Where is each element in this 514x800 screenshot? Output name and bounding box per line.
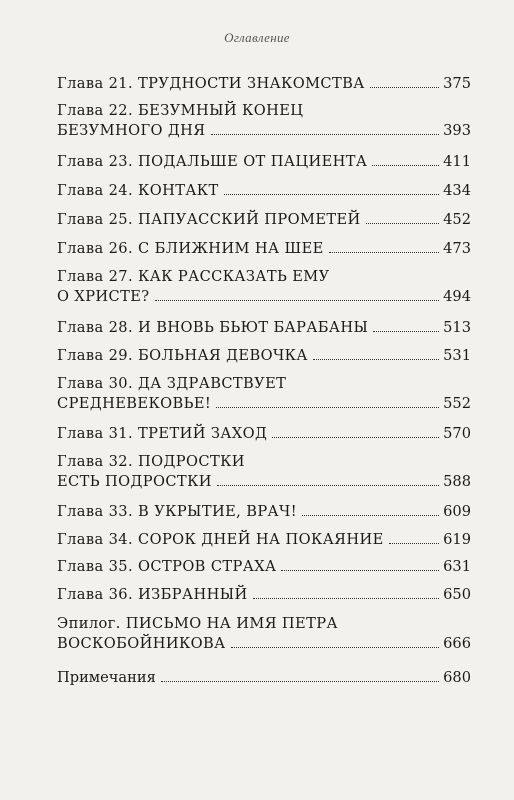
toc-entry bbox=[57, 181, 471, 201]
leader-dots bbox=[370, 87, 439, 88]
leader-dots bbox=[217, 485, 439, 486]
entry-title: Примечания bbox=[57, 669, 156, 686]
page-number: 680 bbox=[443, 669, 471, 686]
page-number: 473 bbox=[443, 240, 471, 257]
leader-dots bbox=[373, 331, 439, 332]
page-number: 570 bbox=[443, 425, 471, 442]
entry-title: Глава 33. В УКРЫТИЕ, ВРАЧ! bbox=[57, 503, 297, 520]
page-number: 666 bbox=[443, 635, 471, 652]
page-number: 552 bbox=[443, 395, 471, 412]
toc-entry bbox=[57, 210, 471, 230]
leader-dots bbox=[161, 681, 439, 682]
leader-dots bbox=[224, 194, 440, 195]
toc-entry bbox=[57, 346, 471, 366]
toc-entry bbox=[57, 452, 471, 492]
page-number: 494 bbox=[443, 288, 471, 305]
entry-title: Глава 22. БЕЗУМНЫЙ КОНЕЦ bbox=[57, 102, 304, 119]
toc-header: Оглавление bbox=[224, 30, 290, 45]
page-number: 513 bbox=[443, 319, 471, 336]
toc-entry bbox=[57, 502, 471, 522]
entry-title-cont: БЕЗУМНОГО ДНЯ bbox=[57, 122, 206, 139]
entry-title-cont: ВОСКОБОЙНИКОВА bbox=[57, 635, 226, 652]
toc-entry bbox=[57, 424, 471, 444]
leader-dots bbox=[389, 543, 439, 544]
leader-dots bbox=[372, 165, 439, 166]
page-number: 619 bbox=[443, 531, 471, 548]
entry-title-cont: СРЕДНЕВЕКОВЬЕ! bbox=[57, 395, 212, 412]
entry-title-cont: ЕСТЬ ПОДРОСТКИ bbox=[57, 473, 212, 490]
page-number: 609 bbox=[443, 503, 471, 520]
leader-dots bbox=[216, 407, 439, 408]
leader-dots bbox=[211, 134, 440, 135]
toc-entry bbox=[57, 74, 471, 94]
entry-title: Глава 25. ПАПУАССКИЙ ПРОМЕТЕЙ bbox=[57, 211, 361, 228]
page-number: 650 bbox=[443, 586, 471, 603]
page-number: 588 bbox=[443, 473, 471, 490]
toc-entry bbox=[57, 318, 471, 338]
leader-dots bbox=[272, 437, 439, 438]
entry-title: Глава 24. КОНТАКТ bbox=[57, 182, 219, 199]
toc-entry bbox=[57, 530, 471, 550]
toc-entry bbox=[57, 101, 471, 141]
leader-dots bbox=[366, 223, 439, 224]
entry-title: Глава 35. ОСТРОВ СТРАХА bbox=[57, 558, 277, 575]
entry-title: Глава 26. С БЛИЖНИМ НА ШЕЕ bbox=[57, 240, 324, 257]
toc-entry bbox=[57, 585, 471, 605]
entry-title: Глава 21. ТРУДНОСТИ ЗНАКОМСТВА bbox=[57, 75, 365, 92]
leader-dots bbox=[281, 570, 439, 571]
leader-dots bbox=[253, 598, 440, 599]
page-number: 393 bbox=[443, 122, 471, 139]
page-number: 452 bbox=[443, 211, 471, 228]
toc-entry bbox=[57, 267, 471, 307]
entry-title: Глава 28. И ВНОВЬ БЬЮТ БАРАБАНЫ bbox=[57, 319, 369, 336]
entry-title: Глава 34. СОРОК ДНЕЙ НА ПОКАЯНИЕ bbox=[57, 531, 384, 548]
toc-entry bbox=[57, 614, 471, 654]
entry-title: Глава 30. ДА ЗДРАВСТВУЕТ bbox=[57, 375, 287, 392]
toc-entry bbox=[57, 152, 471, 172]
leader-dots bbox=[329, 252, 439, 253]
leader-dots bbox=[313, 359, 439, 360]
toc-entry bbox=[57, 557, 471, 577]
toc-entry bbox=[57, 239, 471, 259]
leader-dots bbox=[302, 515, 439, 516]
entry-title-cont: О ХРИСТЕ? bbox=[57, 288, 150, 305]
entry-title: Глава 31. ТРЕТИЙ ЗАХОД bbox=[57, 425, 268, 442]
entry-title: Глава 32. ПОДРОСТКИ bbox=[57, 453, 245, 470]
page-number: 531 bbox=[443, 347, 471, 364]
page-number: 375 bbox=[443, 75, 471, 92]
page-number: 434 bbox=[443, 182, 471, 199]
entry-title: Глава 27. КАК РАССКАЗАТЬ ЕМУ bbox=[57, 268, 330, 285]
page-number: 631 bbox=[443, 558, 471, 575]
entry-title: Эпилог. ПИСЬМО НА ИМЯ ПЕТРА bbox=[57, 615, 338, 632]
toc-entry bbox=[57, 668, 471, 688]
entry-title: Глава 23. ПОДАЛЬШЕ ОТ ПАЦИЕНТА bbox=[57, 153, 368, 170]
toc-entry bbox=[57, 374, 471, 414]
entry-title: Глава 29. БОЛЬНАЯ ДЕВОЧКА bbox=[57, 347, 308, 364]
entry-title: Глава 36. ИЗБРАННЫЙ bbox=[57, 586, 248, 603]
leader-dots bbox=[231, 647, 440, 648]
page-number: 411 bbox=[443, 153, 471, 170]
leader-dots bbox=[155, 300, 440, 301]
